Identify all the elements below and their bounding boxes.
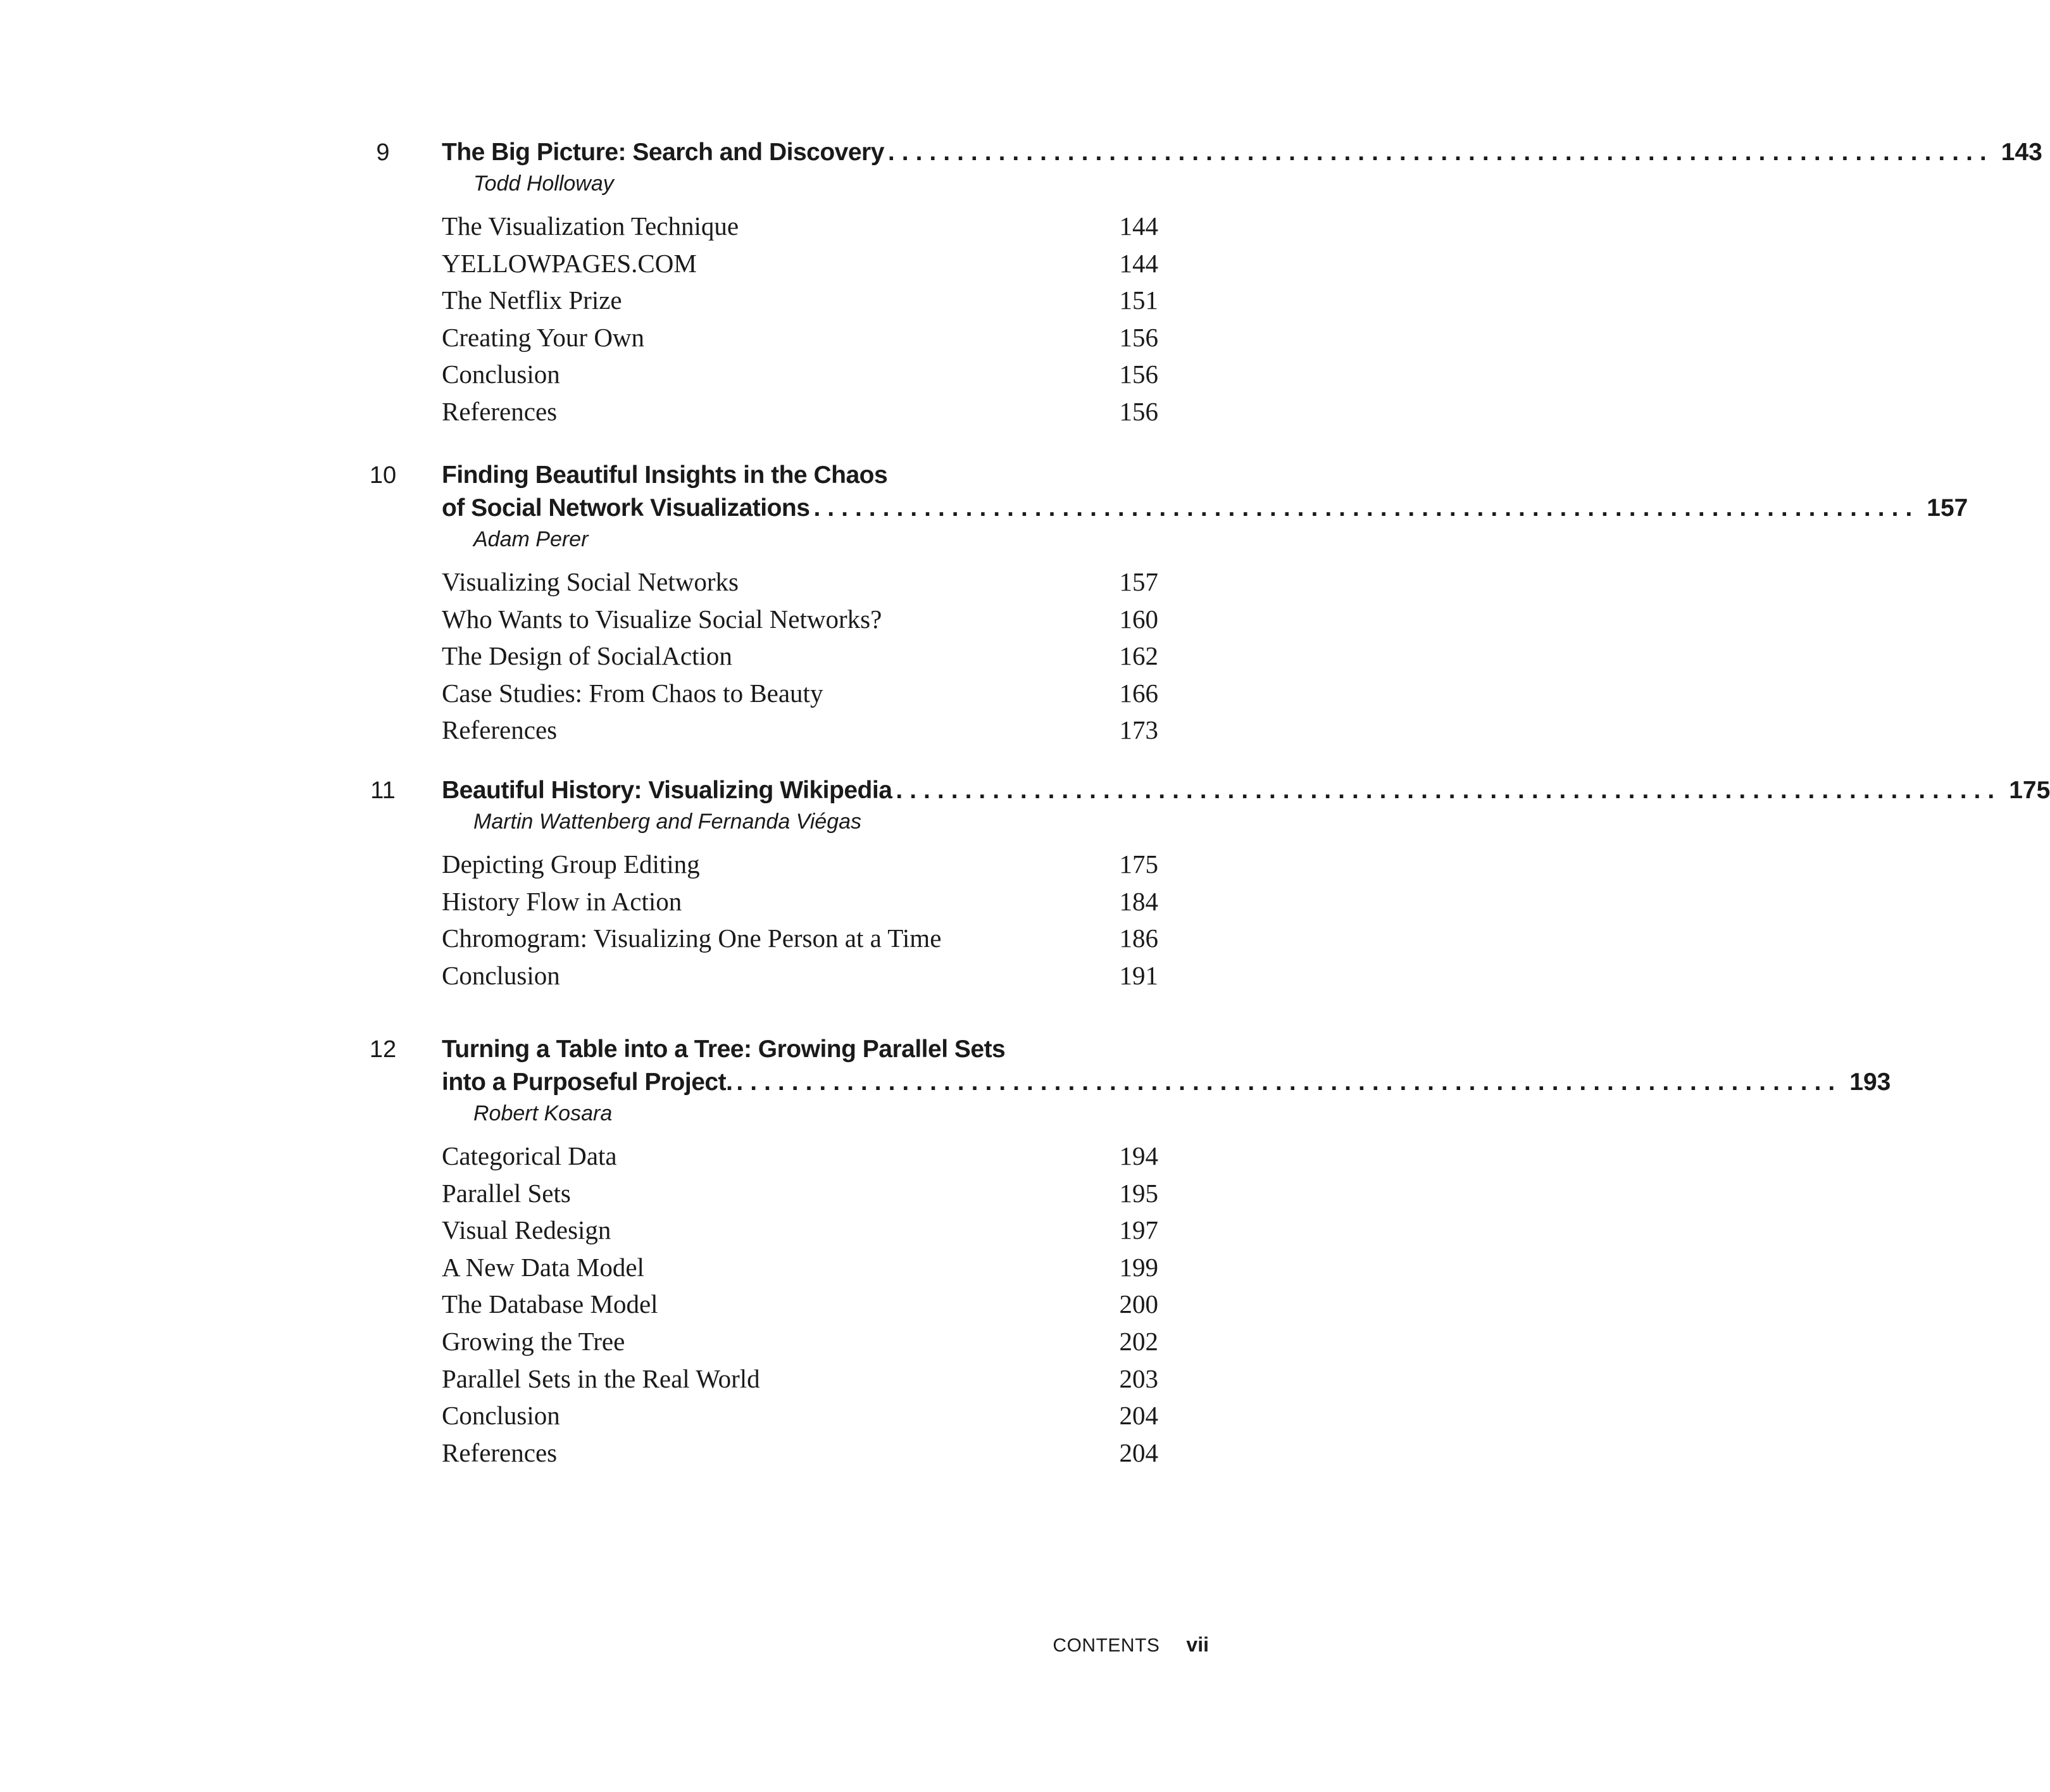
toc-section-entry[interactable]: [442, 712, 1158, 748]
toc-section-entry[interactable]: [442, 1286, 1158, 1322]
section-page: 166: [1119, 678, 1158, 708]
chapter-title-row[interactable]: [442, 1066, 1891, 1099]
chapter-title-row[interactable]: [442, 136, 2042, 169]
toc-section-entry[interactable]: [442, 1324, 1158, 1360]
section-page: 157: [1119, 567, 1158, 596]
section-page: 156: [1119, 322, 1158, 352]
toc-section-entry[interactable]: [442, 282, 1158, 318]
dot-leader: ................................................................................: [887, 139, 1994, 166]
section-page: 160: [1119, 604, 1158, 634]
section-title: The Netflix Prize: [442, 285, 622, 315]
section-title: Depicting Group Editing: [442, 849, 700, 879]
section-page: 144: [1119, 211, 1158, 241]
section-page: 202: [1119, 1327, 1158, 1356]
section-title: Visual Redesign: [442, 1215, 611, 1245]
section-page: 173: [1119, 715, 1158, 745]
section-title: Parallel Sets in the Real World: [442, 1363, 760, 1393]
chapter-number: 9: [376, 139, 390, 166]
chapter-title-row[interactable]: [442, 492, 1968, 525]
section-page: 200: [1119, 1289, 1158, 1319]
chapter-author: Todd Holloway: [473, 172, 614, 196]
dot-leader: ................................................................................: [896, 777, 2002, 804]
chapter-title-line[interactable]: Turning a Table into a Tree: Growing Parallel Sets: [442, 1036, 1006, 1063]
toc-section-entry[interactable]: [442, 1435, 1158, 1471]
chapter-number: 11: [370, 777, 396, 804]
section-title: YELLOWPAGES.COM: [442, 248, 697, 278]
toc-section-entry[interactable]: [442, 1212, 1158, 1248]
toc-section-entry[interactable]: [442, 394, 1158, 430]
section-title: A New Data Model: [442, 1252, 644, 1282]
section-title: Visualizing Social Networks: [442, 567, 739, 596]
section-page: 197: [1119, 1215, 1158, 1245]
section-title: Conclusion: [442, 1401, 560, 1431]
section-title: Growing the Tree: [442, 1327, 625, 1356]
section-page: 156: [1119, 397, 1158, 426]
toc-section-entry[interactable]: [442, 601, 1158, 637]
toc-section-entry[interactable]: [442, 208, 1158, 244]
section-title: References: [442, 715, 558, 745]
toc-section-entry[interactable]: [442, 1250, 1158, 1286]
running-footer-label: CONTENTS: [1053, 1635, 1160, 1656]
chapter-title-row[interactable]: [442, 774, 2050, 807]
chapter-page: 193: [1849, 1068, 1891, 1096]
page-footer: [1053, 1632, 1209, 1658]
chapter-author: Adam Perer: [473, 527, 589, 551]
chapter-title-line: into a Purposeful Project.: [442, 1068, 733, 1096]
toc-section-entry[interactable]: [442, 356, 1158, 392]
chapter-number: 10: [369, 462, 397, 489]
section-page: 191: [1119, 960, 1158, 990]
section-title: Chromogram: Visualizing One Person at a Time: [442, 924, 942, 953]
section-title: Parallel Sets: [442, 1178, 571, 1208]
toc-section-entry[interactable]: [442, 320, 1158, 356]
section-title: References: [442, 1438, 558, 1467]
chapter-title-line[interactable]: Finding Beautiful Insights in the Chaos: [442, 461, 888, 489]
section-title: Case Studies: From Chaos to Beauty: [442, 678, 823, 708]
section-page: 204: [1119, 1401, 1158, 1431]
toc-section-entry[interactable]: [442, 564, 1158, 600]
section-title: The Database Model: [442, 1289, 658, 1319]
section-title: Conclusion: [442, 360, 560, 389]
toc-section-entry[interactable]: [442, 958, 1158, 994]
chapter-title-line: of Social Network Visualizations: [442, 494, 810, 522]
section-title: History Flow in Action: [442, 886, 682, 916]
section-page: 194: [1119, 1141, 1158, 1170]
toc-section-entry[interactable]: [442, 675, 1158, 711]
dot-leader: ................................................................................: [736, 1068, 1842, 1096]
section-page: 199: [1119, 1252, 1158, 1282]
section-page: 203: [1119, 1363, 1158, 1393]
toc-section-entry[interactable]: [442, 846, 1158, 882]
toc-section-entry[interactable]: [442, 920, 1158, 956]
section-page: 184: [1119, 886, 1158, 916]
section-title: The Visualization Technique: [442, 211, 739, 241]
chapter-author: Martin Wattenberg and Fernanda Viégas: [473, 810, 862, 834]
section-title: References: [442, 397, 558, 426]
chapter-author: Robert Kosara: [473, 1101, 613, 1125]
toc-section-entry[interactable]: [442, 246, 1158, 282]
toc-section-entry[interactable]: [442, 884, 1158, 920]
section-page: 151: [1119, 285, 1158, 315]
toc-section-entry[interactable]: [442, 1138, 1158, 1174]
section-page: 162: [1119, 641, 1158, 671]
chapter-number: 12: [369, 1036, 397, 1063]
section-title: Conclusion: [442, 960, 560, 990]
chapter-page: 143: [2001, 139, 2042, 166]
dot-leader: ................................................................................: [813, 494, 1920, 522]
section-page: 156: [1119, 360, 1158, 389]
section-page: 195: [1119, 1178, 1158, 1208]
section-title: Who Wants to Visualize Social Networks?: [442, 604, 882, 634]
section-title: The Design of SocialAction: [442, 641, 732, 671]
chapter-title-line: The Big Picture: Search and Discovery: [442, 139, 884, 166]
chapter-page: 175: [2009, 777, 2050, 804]
toc-section-entry[interactable]: [442, 1398, 1158, 1434]
chapter-title-line: Beautiful History: Visualizing Wikipedia: [442, 777, 892, 804]
toc-section-entry[interactable]: [442, 1361, 1158, 1397]
toc-section-entry[interactable]: [442, 1175, 1158, 1212]
chapter-page: 157: [1927, 494, 1968, 522]
section-title: Creating Your Own: [442, 322, 645, 352]
section-page: 175: [1119, 849, 1158, 879]
section-page: 144: [1119, 248, 1158, 278]
section-page: 204: [1119, 1438, 1158, 1467]
section-page: 186: [1119, 924, 1158, 953]
page-number: vii: [1186, 1633, 1209, 1656]
toc-section-entry[interactable]: [442, 638, 1158, 674]
section-title: Categorical Data: [442, 1141, 617, 1170]
